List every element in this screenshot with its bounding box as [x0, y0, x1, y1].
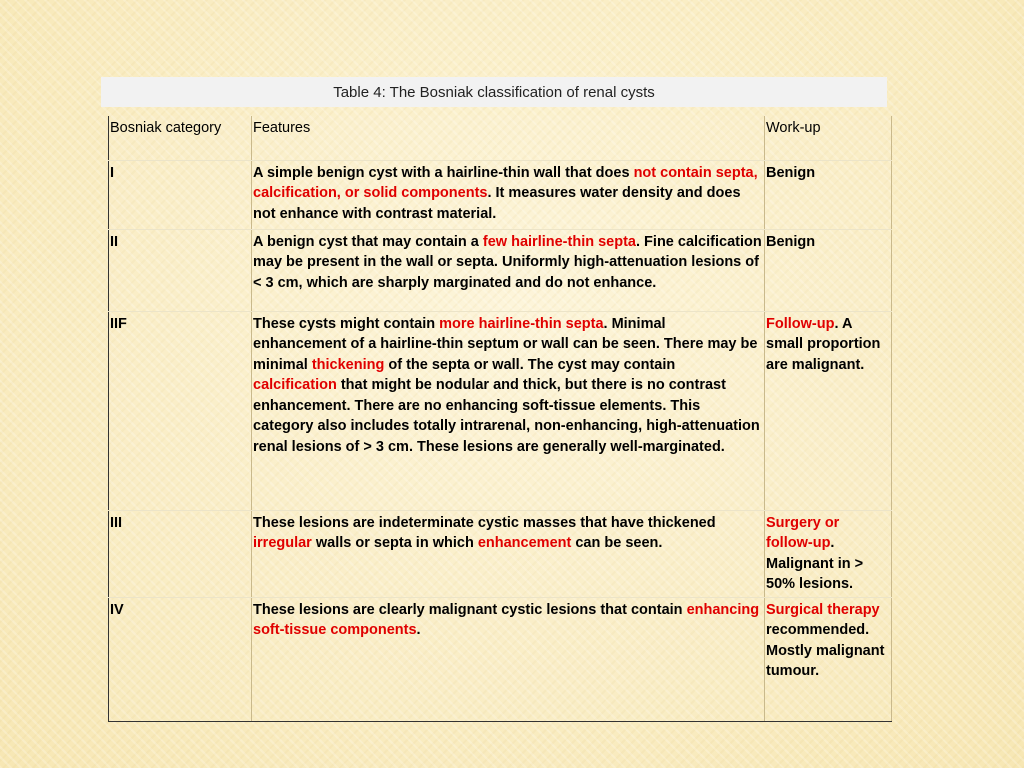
features-text: These cysts might contain [253, 315, 440, 332]
table-row [109, 311, 892, 510]
workup-text: recommended. Mostly malignant tumour. [766, 622, 885, 679]
header-work-up: Work-up [765, 116, 892, 160]
features-text: A simple benign cyst with a hairline-thin wall that does [253, 164, 634, 181]
features-cell [252, 229, 765, 311]
header-features: Features [252, 116, 765, 160]
features-text: These lesions are clearly malignant cystic lesions that contain [253, 601, 687, 618]
table-caption: Table 4: The Bosniak classification of renal cysts [101, 77, 887, 107]
category-cell: I [109, 160, 252, 229]
features-text: of the septa or wall. The cyst may contain [384, 356, 676, 373]
table-row [109, 160, 892, 229]
features-text: can be seen. [571, 535, 663, 551]
features-text: A benign cyst that may contain a [253, 233, 483, 250]
table-row [109, 510, 892, 597]
features-highlight: thickening [311, 356, 385, 373]
workup-text: . A small proportion are malignant. [766, 315, 881, 373]
table-row [109, 229, 892, 311]
features-text: that might be nodular and thick, but there is no contrast enhancement. There are no enhancing soft-tissue elements. This category also includes totally intrarenal, non-enhancing, high-attenuation renal lesions of > 3 cm. These lesions are generally well-marginated. [253, 377, 760, 455]
category-cell: IV [109, 597, 252, 721]
features-cell [252, 311, 765, 510]
category-cell: II [109, 229, 252, 311]
features-text: . Fine calcification may be present in the wall or septa. Uniformly high-attenuation lesions of < 3 cm, which are sharply marginated and do not enhance. [253, 233, 762, 291]
features-highlight: enhancing soft-tissue components [253, 601, 760, 638]
features-text: walls or septa in which [311, 535, 478, 551]
table-row [109, 597, 892, 721]
workup-cell [765, 160, 892, 229]
workup-text: . Malignant in > 50% lesions. [766, 535, 864, 592]
bosniak-table [108, 116, 892, 722]
workup-cell [765, 510, 892, 597]
features-highlight: few hairline-thin septa [482, 233, 636, 250]
table-header-row [109, 116, 892, 160]
workup-highlight: Surgery or follow-up [766, 514, 840, 551]
features-cell [252, 510, 765, 597]
features-text: . It measures water density and does not enhance with contrast material. [253, 185, 741, 222]
features-highlight: not contain septa, calcification, or solid components [253, 164, 758, 201]
workup-text: Benign [766, 164, 816, 181]
workup-cell [765, 597, 892, 721]
workup-cell [765, 229, 892, 311]
features-cell [252, 160, 765, 229]
category-cell: III [109, 510, 252, 597]
features-highlight: irregular [253, 535, 312, 551]
features-text: These lesions are indeterminate cystic masses that have thickened [253, 514, 716, 531]
features-highlight: calcification [253, 377, 337, 393]
workup-highlight: Surgical therapy [766, 601, 880, 618]
features-highlight: more hairline-thin septa [439, 315, 604, 332]
category-cell: IIF [109, 311, 252, 510]
features-highlight: enhancement [477, 535, 572, 551]
header-bosniak-category: Bosniak category [109, 116, 252, 160]
workup-cell [765, 311, 892, 510]
features-text: . [416, 622, 421, 638]
workup-text: Benign [766, 233, 816, 250]
features-text: . Minimal enhancement of a hairline-thin septum or wall can be seen. There may be minimal [253, 315, 758, 373]
features-cell [252, 597, 765, 721]
workup-highlight: Follow-up [766, 315, 835, 332]
